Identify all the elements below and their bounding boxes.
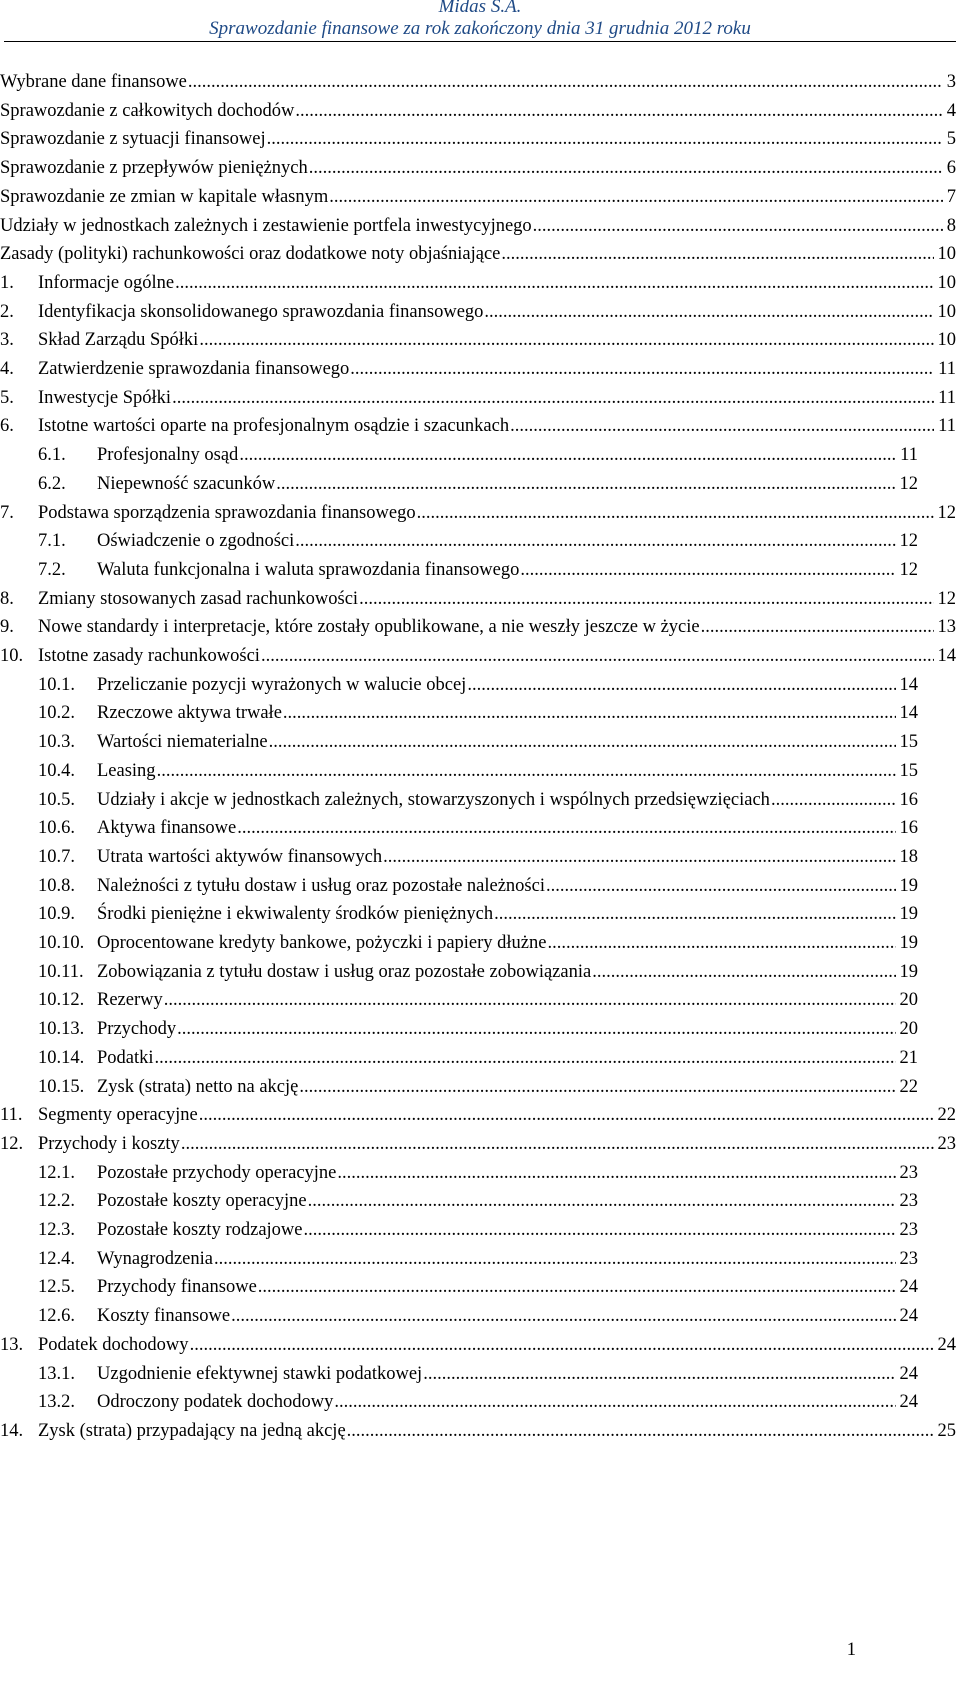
toc-entry-number: 10.9. — [38, 904, 75, 925]
toc-entry-page: 21 — [899, 1047, 918, 1068]
toc-entry-page: 12 — [899, 531, 918, 552]
toc-entry-number: 12.5. — [38, 1277, 75, 1298]
toc-entry[interactable] — [0, 1158, 922, 1188]
toc-entry[interactable] — [0, 842, 922, 872]
toc-leader-dots — [347, 1416, 934, 1446]
toc-entry-page: 12 — [899, 559, 918, 580]
toc-entry-title: Utrata wartości aktywów finansowych — [97, 846, 383, 867]
toc-entry[interactable] — [0, 1244, 922, 1274]
toc-entry-page: 8 — [946, 215, 956, 236]
toc-leader-dots — [309, 153, 943, 183]
toc-entry-title: Środki pieniężne i ekwiwalenty środków pieniężnych — [97, 904, 494, 925]
toc-entry-title: Zysk (strata) przypadający na jedną akcję — [38, 1420, 346, 1441]
toc-entry-title: Oświadczenie o zgodności — [97, 531, 295, 552]
toc-entry-page: 7 — [946, 186, 956, 207]
toc-entry[interactable] — [0, 985, 922, 1015]
toc-entry[interactable] — [0, 96, 960, 126]
toc-entry[interactable] — [0, 411, 960, 441]
toc-entry[interactable] — [0, 1215, 922, 1245]
toc-entry-title: Rzeczowe aktywa trwałe — [97, 703, 282, 724]
toc-entry[interactable] — [0, 785, 922, 815]
toc-leader-dots — [231, 1301, 895, 1331]
toc-entry-number: 6. — [0, 416, 14, 437]
toc-entry-page: 16 — [899, 818, 918, 839]
toc-entry[interactable] — [0, 383, 960, 413]
toc-entry[interactable] — [0, 325, 960, 355]
toc-leader-dots — [337, 1158, 895, 1188]
toc-entry-page: 23 — [899, 1248, 918, 1269]
toc-entry-number: 12.2. — [38, 1191, 75, 1212]
toc-entry-number: 12.6. — [38, 1306, 75, 1327]
toc-entry-title: Nowe standardy i interpretacje, które zostały opublikowane, a nie weszły jeszcze w życie — [38, 617, 700, 638]
toc-entry[interactable] — [0, 957, 922, 987]
toc-entry-page: 19 — [899, 933, 918, 953]
toc-entry[interactable] — [0, 584, 960, 614]
toc-entry-title: Rezerwy — [97, 990, 163, 1011]
toc-entry[interactable] — [0, 899, 922, 929]
toc-entry-number: 7.2. — [38, 559, 66, 580]
header-divider — [4, 41, 956, 42]
toc-entry-number: 12. — [0, 1133, 24, 1154]
toc-entry-page: 13 — [937, 617, 956, 638]
toc-entry-page: 24 — [899, 1392, 918, 1413]
toc-entry[interactable] — [0, 124, 960, 154]
toc-entry-title: Uzgodnienie efektywnej stawki podatkowej — [97, 1363, 423, 1384]
toc-entry-page: 14 — [937, 646, 956, 666]
toc-entry-title: Niepewność szacunków — [97, 473, 276, 494]
toc-entry-page: 19 — [899, 875, 918, 896]
toc-entry-page: 22 — [899, 1076, 918, 1097]
toc-entry-title: Sprawozdanie z sytuacji finansowej — [0, 129, 266, 150]
toc-entry-title: Przychody i koszty — [38, 1133, 180, 1154]
toc-entry-title: Istotne zasady rachunkowości — [38, 646, 260, 666]
toc-leader-dots — [239, 440, 896, 470]
toc-entry-number: 10.12. — [38, 990, 85, 1011]
toc-entry-title: Zasady (polityki) rachunkowości oraz dodatkowe noty objaśniające — [0, 244, 501, 265]
toc-entry-title: Przeliczanie pozycji wyrażonych w walucie obcej — [97, 674, 467, 695]
toc-entry-page: 3 — [946, 72, 956, 92]
toc-entry-title: Podatki — [97, 1047, 154, 1068]
toc-entry-title: Udziały w jednostkach zależnych i zestawienie portfela inwestycyjnego — [0, 215, 532, 236]
toc-leader-dots — [188, 67, 943, 97]
toc-leader-dots — [258, 1272, 896, 1302]
toc-entry[interactable] — [0, 1359, 922, 1389]
toc-entry-page: 24 — [937, 1334, 956, 1355]
toc-leader-dots — [546, 871, 896, 901]
toc-entry-title: Odroczony podatek dochodowy — [97, 1392, 334, 1413]
toc-leader-dots — [701, 612, 934, 642]
toc-entry-number: 3. — [0, 330, 14, 351]
toc-entry-number: 1. — [0, 272, 14, 293]
toc-entry-page: 24 — [899, 1363, 918, 1384]
toc-leader-dots — [172, 383, 934, 413]
toc-entry-page: 16 — [899, 789, 918, 810]
toc-entry-number: 7. — [0, 502, 14, 523]
toc-entry-page: 12 — [899, 473, 918, 494]
toc-leader-dots — [199, 1100, 934, 1130]
toc-entry-title: Zatwierdzenie sprawozdania finansowego — [38, 359, 350, 379]
toc-entry-number: 10.5. — [38, 789, 75, 810]
toc-entry-number: 10.7. — [38, 846, 75, 867]
toc-leader-dots — [214, 1244, 896, 1274]
toc-entry[interactable] — [0, 268, 960, 298]
toc-entry-number: 10.4. — [38, 760, 75, 781]
toc-entry[interactable] — [0, 727, 922, 757]
toc-entry[interactable] — [0, 354, 960, 384]
toc-entry-title: Wartości niematerialne — [97, 732, 268, 753]
toc-leader-dots — [283, 698, 896, 728]
toc-entry-number: 10.1. — [38, 674, 75, 695]
toc-entry-title: Sprawozdanie ze zmian w kapitale własnym — [0, 186, 329, 207]
toc-entry-title: Pozostałe koszty rodzajowe — [97, 1220, 303, 1240]
toc-leader-dots — [484, 297, 933, 327]
toc-entry-number: 10.2. — [38, 703, 75, 724]
toc-entry[interactable] — [0, 670, 922, 700]
toc-leader-dots — [295, 96, 942, 126]
toc-entry[interactable] — [0, 1129, 960, 1159]
toc-entry-number: 14. — [0, 1420, 24, 1441]
toc-leader-dots — [175, 268, 933, 298]
toc-leader-dots — [417, 498, 934, 528]
toc-entry-page: 4 — [946, 100, 956, 121]
toc-entry-page: 11 — [938, 416, 956, 437]
toc-entry-number: 8. — [0, 588, 14, 609]
toc-leader-dots — [267, 124, 943, 154]
toc-entry-title: Pozostałe koszty operacyjne — [97, 1191, 307, 1212]
toc-entry-title: Wynagrodzenia — [97, 1248, 213, 1269]
toc-entry[interactable] — [0, 67, 960, 97]
page-number: 1 — [846, 1640, 856, 1660]
toc-leader-dots — [190, 1330, 934, 1360]
toc-leader-dots — [494, 899, 895, 929]
toc-entry[interactable] — [0, 440, 922, 470]
toc-entry-title: Identyfikacja skonsolidowanego sprawozdania finansowego — [38, 301, 484, 322]
toc-entry-title: Wybrane dane finansowe — [0, 72, 187, 92]
toc-entry-page: 20 — [899, 1019, 918, 1040]
toc-leader-dots — [329, 182, 942, 212]
toc-entry[interactable] — [0, 1043, 922, 1073]
toc-entry[interactable] — [0, 698, 922, 728]
toc-leader-dots — [510, 411, 934, 441]
toc-leader-dots — [199, 325, 933, 355]
toc-entry[interactable] — [0, 182, 960, 212]
toc-entry-number: 2. — [0, 301, 14, 322]
toc-entry-page: 12 — [937, 502, 956, 523]
toc-entry-number: 12.1. — [38, 1162, 75, 1183]
toc-entry-page: 11 — [938, 359, 956, 379]
toc-entry-title: Sprawozdanie z całkowitych dochodów — [0, 100, 295, 121]
toc-leader-dots — [520, 555, 895, 585]
toc-leader-dots — [350, 354, 934, 384]
toc-entry-page: 10 — [937, 330, 956, 351]
toc-entry[interactable] — [0, 612, 960, 642]
toc-leader-dots — [533, 211, 943, 241]
toc-entry-number: 10.11. — [38, 961, 84, 982]
toc-entry[interactable] — [0, 1387, 922, 1417]
toc-leader-dots — [181, 1129, 934, 1159]
toc-entry-page: 6 — [946, 158, 956, 179]
toc-entry[interactable] — [0, 1330, 960, 1360]
toc-entry-page: 12 — [937, 588, 956, 609]
toc-leader-dots — [157, 756, 896, 786]
toc-entry-title: Informacje ogólne — [38, 272, 175, 293]
toc-entry-page: 24 — [899, 1306, 918, 1327]
toc-entry[interactable] — [0, 239, 960, 269]
toc-entry-page: 14 — [899, 674, 918, 695]
toc-entry[interactable] — [0, 1100, 960, 1130]
toc-entry[interactable] — [0, 1301, 922, 1331]
toc-entry-number: 10.14. — [38, 1047, 85, 1068]
toc-entry-number: 13.1. — [38, 1363, 75, 1384]
document-subtitle: Sprawozdanie finansowe za rok zakończony dnia 31 grudnia 2012 roku — [209, 18, 751, 39]
toc-entry-number: 5. — [0, 387, 14, 408]
toc-entry-page: 10 — [937, 301, 956, 322]
toc-entry-number: 10.10. — [38, 933, 85, 953]
toc-entry-page: 23 — [899, 1220, 918, 1240]
toc-entry[interactable] — [0, 1416, 960, 1446]
toc-entry[interactable] — [0, 153, 960, 183]
toc-entry[interactable] — [0, 211, 960, 241]
toc-leader-dots — [547, 928, 895, 958]
toc-entry-title: Oprocentowane kredyty bankowe, pożyczki i papiery dłużne — [97, 933, 547, 953]
toc-entry[interactable] — [0, 813, 922, 843]
toc-entry-title: Koszty finansowe — [97, 1306, 231, 1327]
toc-entry-page: 19 — [899, 904, 918, 925]
toc-entry[interactable] — [0, 641, 960, 671]
toc-entry-page: 15 — [899, 760, 918, 781]
toc-entry-number: 10.3. — [38, 732, 75, 753]
toc-entry-page: 20 — [899, 990, 918, 1011]
toc-leader-dots — [308, 1186, 896, 1216]
toc-entry-page: 10 — [937, 272, 956, 293]
toc-entry-title: Zobowiązania z tytułu dostaw i usług oraz pozostałe zobowiązania — [97, 961, 592, 982]
toc-entry-number: 9. — [0, 617, 14, 638]
toc-entry-number: 6.2. — [38, 473, 66, 494]
toc-entry-page: 24 — [899, 1277, 918, 1298]
toc-entry-title: Przychody finansowe — [97, 1277, 257, 1298]
toc-entry-number: 4. — [0, 359, 14, 379]
toc-entry-page: 23 — [899, 1191, 918, 1212]
toc-leader-dots — [164, 985, 896, 1015]
toc-leader-dots — [359, 584, 933, 614]
toc-entry-title: Profesjonalny osąd — [97, 445, 239, 466]
toc-entry-number: 6.1. — [38, 445, 66, 466]
toc-entry-number: 10.13. — [38, 1019, 85, 1040]
toc-entry[interactable] — [0, 928, 922, 958]
toc-entry-number: 7.1. — [38, 531, 66, 552]
toc-leader-dots — [276, 469, 895, 499]
toc-entry-page: 11 — [938, 387, 956, 408]
toc-entry-page: 23 — [937, 1133, 956, 1154]
toc-leader-dots — [304, 1215, 896, 1245]
toc-entry-number: 10.6. — [38, 818, 75, 839]
toc-entry-page: 19 — [899, 961, 918, 982]
toc-entry[interactable] — [0, 526, 922, 556]
company-name: Midas S.A. — [438, 0, 522, 17]
toc-entry-page: 10 — [937, 244, 956, 265]
toc-entry-title: Sprawozdanie z przepływów pieniężnych — [0, 158, 308, 179]
toc-entry-number: 10. — [0, 646, 24, 666]
toc-leader-dots — [237, 813, 895, 843]
toc-entry-title: Udziały i akcje w jednostkach zależnych, stowarzyszonych i wspólnych przedsięwzięciach — [97, 789, 770, 810]
toc-entry-number: 13. — [0, 1334, 24, 1355]
page-header — [0, 0, 960, 40]
toc-entry-page: 5 — [946, 129, 956, 150]
toc-entry[interactable] — [0, 1272, 922, 1302]
toc-entry[interactable] — [0, 469, 922, 499]
toc-leader-dots — [177, 1014, 895, 1044]
toc-entry-title: Pozostałe przychody operacyjne — [97, 1162, 337, 1183]
toc-entry-number: 11. — [0, 1105, 23, 1126]
toc-leader-dots — [295, 526, 895, 556]
toc-entry-page: 22 — [937, 1105, 956, 1126]
toc-entry-page: 18 — [899, 846, 918, 867]
toc-entry-title: Aktywa finansowe — [97, 818, 237, 839]
toc-entry-number: 10.8. — [38, 875, 75, 896]
toc-entry[interactable] — [0, 555, 922, 585]
toc-entry[interactable] — [0, 498, 960, 528]
toc-entry-title: Inwestycje Spółki — [38, 387, 172, 408]
toc-leader-dots — [423, 1359, 895, 1389]
toc-entry-title: Waluta funkcjonalna i waluta sprawozdania finansowego — [97, 559, 520, 580]
toc-leader-dots — [383, 842, 895, 872]
toc-entry-number: 12.4. — [38, 1248, 75, 1269]
toc-entry-title: Segmenty operacyjne — [38, 1105, 198, 1126]
toc-entry-title: Zysk (strata) netto na akcję — [97, 1076, 299, 1097]
toc-leader-dots — [501, 239, 933, 269]
toc-entry[interactable] — [0, 756, 922, 786]
toc-entry-title: Istotne wartości oparte na profesjonalnym osądzie i szacunkach — [38, 416, 510, 437]
toc-entry-page: 25 — [937, 1420, 956, 1441]
toc-entry-number: 10.15. — [38, 1076, 85, 1097]
toc-entry-title: Zmiany stosowanych zasad rachunkowości — [38, 588, 359, 609]
toc-entry-page: 11 — [900, 445, 918, 466]
toc-entry-title: Podstawa sporządzenia sprawozdania finansowego — [38, 502, 416, 523]
toc-leader-dots — [467, 670, 895, 700]
toc-entry-page: 23 — [899, 1162, 918, 1183]
toc-leader-dots — [155, 1043, 896, 1073]
toc-entry-number: 12.3. — [38, 1220, 75, 1240]
toc-entry-title: Skład Zarządu Spółki — [38, 330, 199, 351]
toc-entry-page: 14 — [899, 703, 918, 724]
toc-leader-dots — [299, 1072, 895, 1102]
toc-entry-page: 15 — [899, 732, 918, 753]
toc-entry[interactable] — [0, 1186, 922, 1216]
toc-entry-title: Leasing — [97, 760, 156, 781]
toc-leader-dots — [261, 641, 934, 671]
toc-entry[interactable] — [0, 297, 960, 327]
toc-entry[interactable] — [0, 871, 922, 901]
toc-entry-title: Należności z tytułu dostaw i usług oraz pozostałe należności — [97, 875, 545, 896]
toc-leader-dots — [592, 957, 895, 987]
toc-entry-number: 13.2. — [38, 1392, 75, 1413]
toc-entry-title: Podatek dochodowy — [38, 1334, 189, 1355]
toc-entry[interactable] — [0, 1072, 922, 1102]
toc-leader-dots — [771, 785, 896, 815]
toc-leader-dots — [269, 727, 896, 757]
toc-entry[interactable] — [0, 1014, 922, 1044]
toc-leader-dots — [334, 1387, 895, 1417]
toc-entry-title: Przychody — [97, 1019, 177, 1040]
